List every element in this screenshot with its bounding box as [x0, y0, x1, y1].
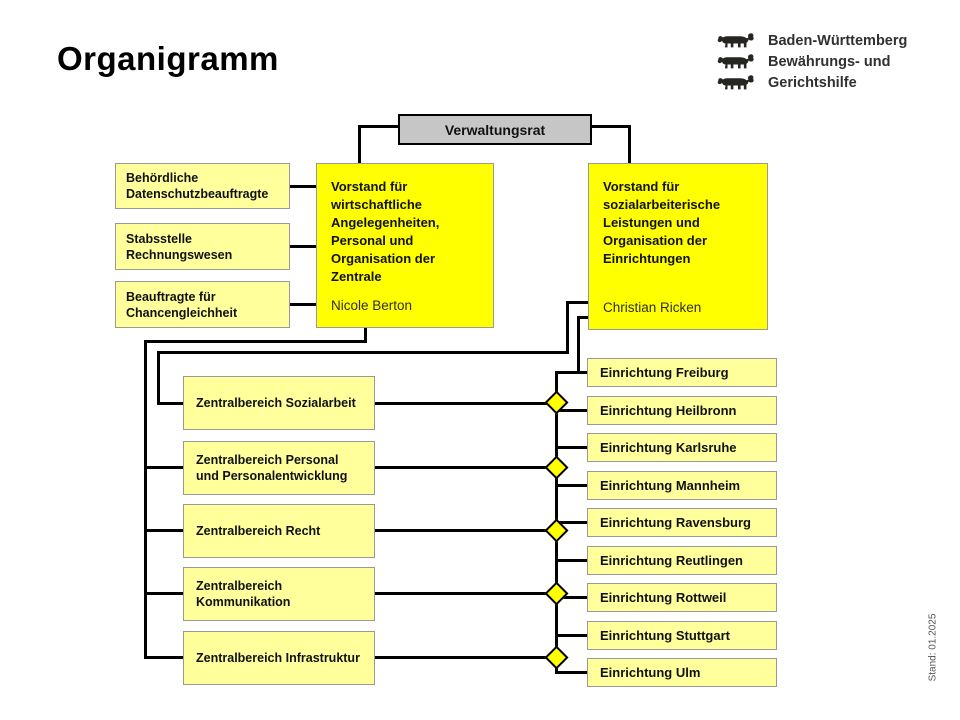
- connector-trunkB-cross: [157, 351, 569, 354]
- exec-box-economic: [316, 163, 494, 328]
- facility-box: Einrichtung Freiburg: [587, 358, 777, 387]
- lion-icon: [716, 33, 756, 50]
- dept-box: Zentralbereich Personal und Personalentwicklung: [183, 441, 375, 495]
- exec-box-social: [588, 163, 768, 330]
- connector-dept-personal: [144, 466, 185, 469]
- connector-staff-3: [290, 303, 317, 306]
- lion-icon: [716, 54, 756, 71]
- connector-matrix-4: [375, 592, 559, 595]
- junction-diamond: [544, 581, 568, 605]
- connector-matrix-1: [375, 402, 559, 405]
- junction-diamond: [544, 455, 568, 479]
- exec-name: Christian Ricken: [603, 300, 702, 315]
- connector-dept-recht: [144, 529, 185, 532]
- bw-logo: [716, 31, 907, 94]
- connector-fac-stuttgart: [555, 634, 589, 637]
- connector-dept-sozialarbeit: [157, 402, 185, 405]
- exec-title: Vorstand für wirtschaftliche Angelegenheiten, Personal und Organisation der Zentrale: [331, 179, 440, 284]
- connector-staff-1: [290, 185, 317, 188]
- facility-box: Einrichtung Ulm: [587, 658, 777, 687]
- connector-trunkB-drop2: [157, 351, 160, 405]
- connector-staff-2: [290, 245, 317, 248]
- facility-box: Einrichtung Ravensburg: [587, 508, 777, 537]
- staff-box: Stabsstelle Rechnungswesen: [115, 223, 290, 270]
- connector-matrix-5: [375, 656, 559, 659]
- dept-box: Zentralbereich Recht: [183, 504, 375, 558]
- facility-box: Einrichtung Mannheim: [587, 471, 777, 500]
- connector-matrix-2: [375, 466, 559, 469]
- staff-box: Beauftragte für Chancengleichheit: [115, 281, 290, 328]
- stand-note: Stand: 01.2025: [927, 613, 939, 682]
- lions-column: [716, 33, 756, 92]
- connector-board-left-drop: [358, 125, 361, 165]
- logo-text-line: Gerichtshilfe: [768, 75, 857, 91]
- connector-matrix-3: [375, 529, 559, 532]
- connector-board-right: [590, 125, 631, 128]
- connector-trunkB-drop: [566, 301, 569, 354]
- connector-fac-reutlingen: [555, 559, 589, 562]
- staff-box: Behördliche Datenschutzbeauftragte: [115, 163, 290, 209]
- lion-icon: [716, 75, 756, 92]
- connector-fac-karlsruhe: [555, 446, 589, 449]
- connector-trunkC-drop: [577, 316, 580, 374]
- facility-box: Einrichtung Karlsruhe: [587, 433, 777, 462]
- connector-dept-infrastruktur: [144, 656, 185, 659]
- facility-box: Einrichtung Rottweil: [587, 583, 777, 612]
- logo-text-line: Bewährungs- und: [768, 54, 891, 70]
- exec-title: Vorstand für sozialarbeiterische Leistungen und Organisation der Einrichtungen: [603, 179, 721, 266]
- logo-text: [768, 31, 907, 94]
- logo-text-line: Baden-Württemberg: [768, 33, 908, 49]
- connector-board-right-drop: [628, 125, 631, 165]
- exec-name: Nicole Berton: [331, 298, 413, 313]
- connector-trunkA-top: [144, 340, 367, 343]
- facility-box: Einrichtung Heilbronn: [587, 396, 777, 425]
- page-title: Organigramm: [57, 40, 279, 77]
- dept-box: Zentralbereich Sozialarbeit: [183, 376, 375, 430]
- connector-fac-ulm: [555, 671, 589, 674]
- connector-dept-kommunikation: [144, 592, 185, 595]
- junction-diamond: [544, 645, 568, 669]
- facility-box: Einrichtung Stuttgart: [587, 621, 777, 650]
- connector-board-left: [359, 125, 400, 128]
- connector-trunkA: [144, 340, 147, 659]
- connector-fac-freiburg: [555, 371, 589, 374]
- dept-box: Zentralbereich Infrastruktur: [183, 631, 375, 685]
- connector-fac-mannheim: [555, 484, 589, 487]
- facility-box: Einrichtung Reutlingen: [587, 546, 777, 575]
- board-box: Verwaltungsrat: [398, 114, 592, 145]
- connector-trunkB-entry: [566, 301, 590, 304]
- dept-box: Zentralbereich Kommunikation: [183, 567, 375, 621]
